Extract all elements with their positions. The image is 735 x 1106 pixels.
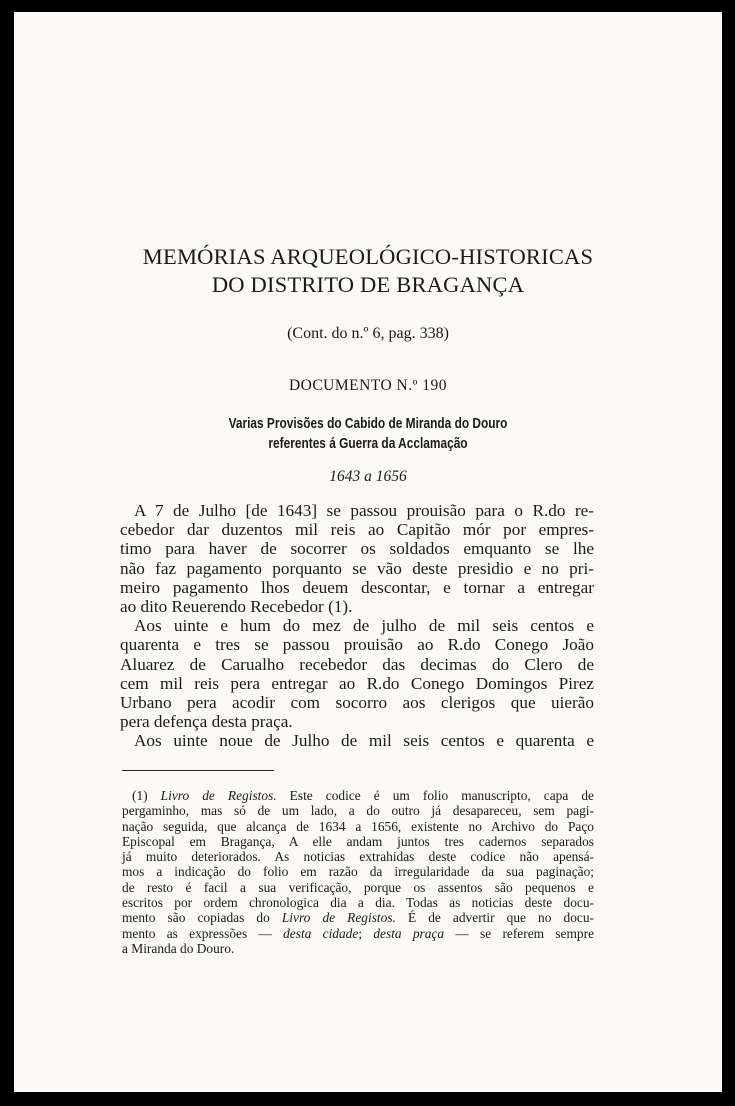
footnote-line: nação seguida, que alcança de 1634 a 1656, existente no Archivo do Paço	[122, 818, 594, 834]
page-title-line-2: DO DISTRITO DE BRAGANÇA	[211, 272, 525, 297]
footnote-divider	[122, 770, 274, 771]
body-line: não faz pagamento porquanto se vão deste presidio e no pri-	[120, 558, 594, 578]
footnote-text: Este codice é um folio manuscripto, capa de	[276, 788, 594, 803]
footnote-line: escritos por ordem chronologica dia a dia. Todas as noticias deste docu-	[122, 895, 594, 911]
footnote	[122, 788, 594, 956]
body-line: meiro pagamento lhos deuem descontar, e tornar a entregar	[120, 577, 594, 597]
footnote-line: de resto é facil a sua verificação, porque os assentos são pequenos e	[122, 879, 594, 895]
body-line: Aluarez de Carualho recebedor das decimas do Clero de	[120, 654, 594, 674]
footnote-line: mos a indicação do folio em razão da irregularidade da sua paginação;	[122, 864, 594, 880]
footnote-line: pergaminho, mas só de um lado, a do outro já desapareceu, sem pagi-	[122, 803, 594, 819]
body-line: A 7 de Julho [de 1643] se passou prouisão para o R.do re-	[134, 501, 594, 520]
footnote-text: mento são copiadas do	[122, 910, 282, 926]
body-text	[120, 501, 594, 751]
footnote-quote: desta praça	[373, 925, 445, 941]
scan-border	[14, 0, 722, 12]
continuation-note: (Cont. do n.º 6, pag. 338)	[287, 325, 449, 342]
body-line: timo para haver de socorrer os soldados emquanto se lhe	[120, 539, 594, 559]
footnote-line	[122, 910, 594, 925]
body-line: cem mil reis pera entregar ao R.do Conego Domingos Pirez	[120, 673, 594, 693]
footnote-line	[122, 788, 594, 803]
document-number: DOCUMENTO N.º 190	[288, 377, 448, 394]
document-subtitle-line-1: Varias Provisões do Cabido de Miranda do Douro	[228, 416, 508, 432]
page-title-line-1: MEMÓRIAS ARQUEOLÓGICO-HISTORICAS	[142, 244, 594, 269]
body-line: ao dito Reuerendo Recebedor (1).	[120, 597, 353, 617]
body-line: cebedor dar duzentos mil reis ao Capitão mór por empres-	[120, 520, 594, 540]
body-line: pera defença desta praça.	[120, 712, 293, 732]
footnote-line: já muito deteriorados. As noticias extrahidas deste codice não apensá-	[122, 849, 594, 865]
footnote-line	[122, 926, 594, 941]
footnote-text: É de advertir que no docu-	[395, 910, 594, 926]
footnote-text: ;	[358, 925, 374, 941]
footnote-ref-title: Livro de Registos.	[281, 910, 396, 926]
document-dates: 1643 a 1656	[329, 468, 407, 485]
body-line: Urbano pera acodir com socorro aos clerigos que uierão	[120, 693, 594, 713]
footnote-ref-title: Livro de Registos.	[160, 788, 277, 803]
footnote-line: Episcopal em Bragança, A elle andam juntos tres cadernos separados	[122, 833, 594, 849]
document-subtitle-line-2: referentes á Guerra da Acclamação	[268, 436, 468, 452]
footnote-line: a Miranda do Douro.	[122, 940, 235, 956]
footnote-marker: (1)	[132, 788, 148, 803]
document-page	[14, 12, 722, 1092]
body-line: Aos uinte noue de Julho de mil seis centos e quarenta e	[134, 731, 594, 751]
body-line: quarenta e tres se passou prouisão ao R.do Conego João	[120, 635, 594, 655]
footnote-quote: desta cidade	[283, 925, 359, 941]
footnote-text: mento as expressões —	[122, 925, 284, 941]
body-line: Aos uinte e hum do mez de julho de mil seis centos e	[134, 616, 594, 636]
footnote-text: — se referem sempre	[444, 925, 595, 941]
